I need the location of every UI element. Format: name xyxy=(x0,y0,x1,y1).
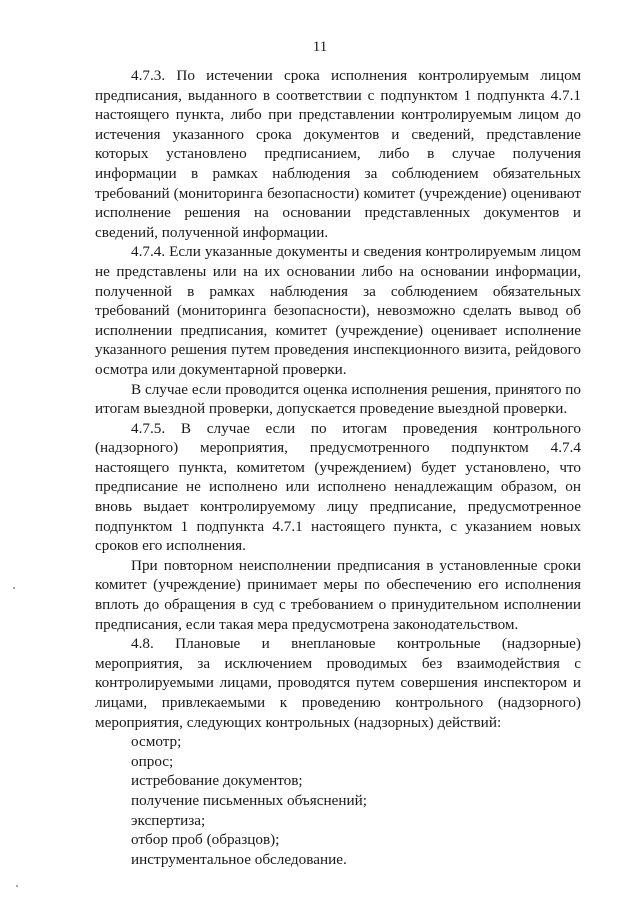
paragraph-4-7-3: 4.7.3. По истечении срока исполнения контролируемым лицом предписания, выданного в соответствии с подпунктом 1 подпункта 4.7.1 настоящего пункта, либо при представлении контролируемым лицом до истечения указанного срока документов и сведений, представление которых установлено предписанием, либо в случае получения информации в рамках наблюдения за соблюдением обязательных требований (мониторинга безопасности) комитет (учреждение) оценивают исполнение решения на основании представленных документов и сведений, полученной информации. xyxy=(95,67,581,241)
document-body xyxy=(95,66,581,869)
list-item: осмотр; xyxy=(131,733,182,751)
paragraph-4-7-4: 4.7.4. Если указанные документы и сведения контролируемым лицом не представлены или на их основании либо на основании информации, полученной в рамках наблюдения за соблюдением обязательных требований (мониторинга безопасности), невозможно сделать вывод об исполнении предписания, комитет (учреждение) оценивает исполнение указанного решения путем проведения инспекционного визита, рейдового осмотра или документарной проверки. xyxy=(95,243,581,378)
page-number: 11 xyxy=(312,39,328,55)
paragraph-4-7-5: 4.7.5. В случае если по итогам проведения контрольного (надзорного) мероприятия, предусмотренного подпунктом 4.7.4 настоящего пункта, комитетом (учреждением) будет установлено, что предписание не исполнено или исполнено ненадлежащим образом, он вновь выдает контролируемому лицу предписание, предусмотренное подпунктом 1 подпункта 4.7.1 настоящего пункта, с указанием новых сроков его исполнения. xyxy=(95,419,581,555)
list-item: экспертиза; xyxy=(131,811,206,829)
list-item: получение письменных объяснений; xyxy=(131,791,367,809)
scan-speck xyxy=(16,885,18,887)
list-item: отбор проб (образцов); xyxy=(131,831,280,849)
list-item: опрос; xyxy=(131,752,174,770)
paragraph-repeated-non-fulfillment: При повторном неисполнении предписания в установленные сроки комитет (учреждение) принимает меры по обеспечению его исполнения вплоть до обращения в суд с требованием о принудительном исполнении предписания, если такая мера предусмотрена законодательством. xyxy=(95,556,581,633)
control-actions-list xyxy=(95,732,581,869)
list-item: истребование документов; xyxy=(131,772,303,790)
paragraph-4-8: 4.8. Плановые и внеплановые контрольные (надзорные) мероприятия, за исключением проводимых без взаимодействия с контролируемыми лицами, проводятся путем совершения инспектором и лицами, привлекаемыми к проведению контрольного (надзорного) мероприятия, следующих контрольных (надзорных) действий: xyxy=(95,635,581,731)
paragraph-field-inspection-note: В случае если проводится оценка исполнения решения, принятого по итогам выездной проверки, допускается проведение выездной проверки. xyxy=(95,380,581,418)
list-item: инструментальное обследование. xyxy=(131,850,347,868)
scan-speck xyxy=(13,587,15,589)
